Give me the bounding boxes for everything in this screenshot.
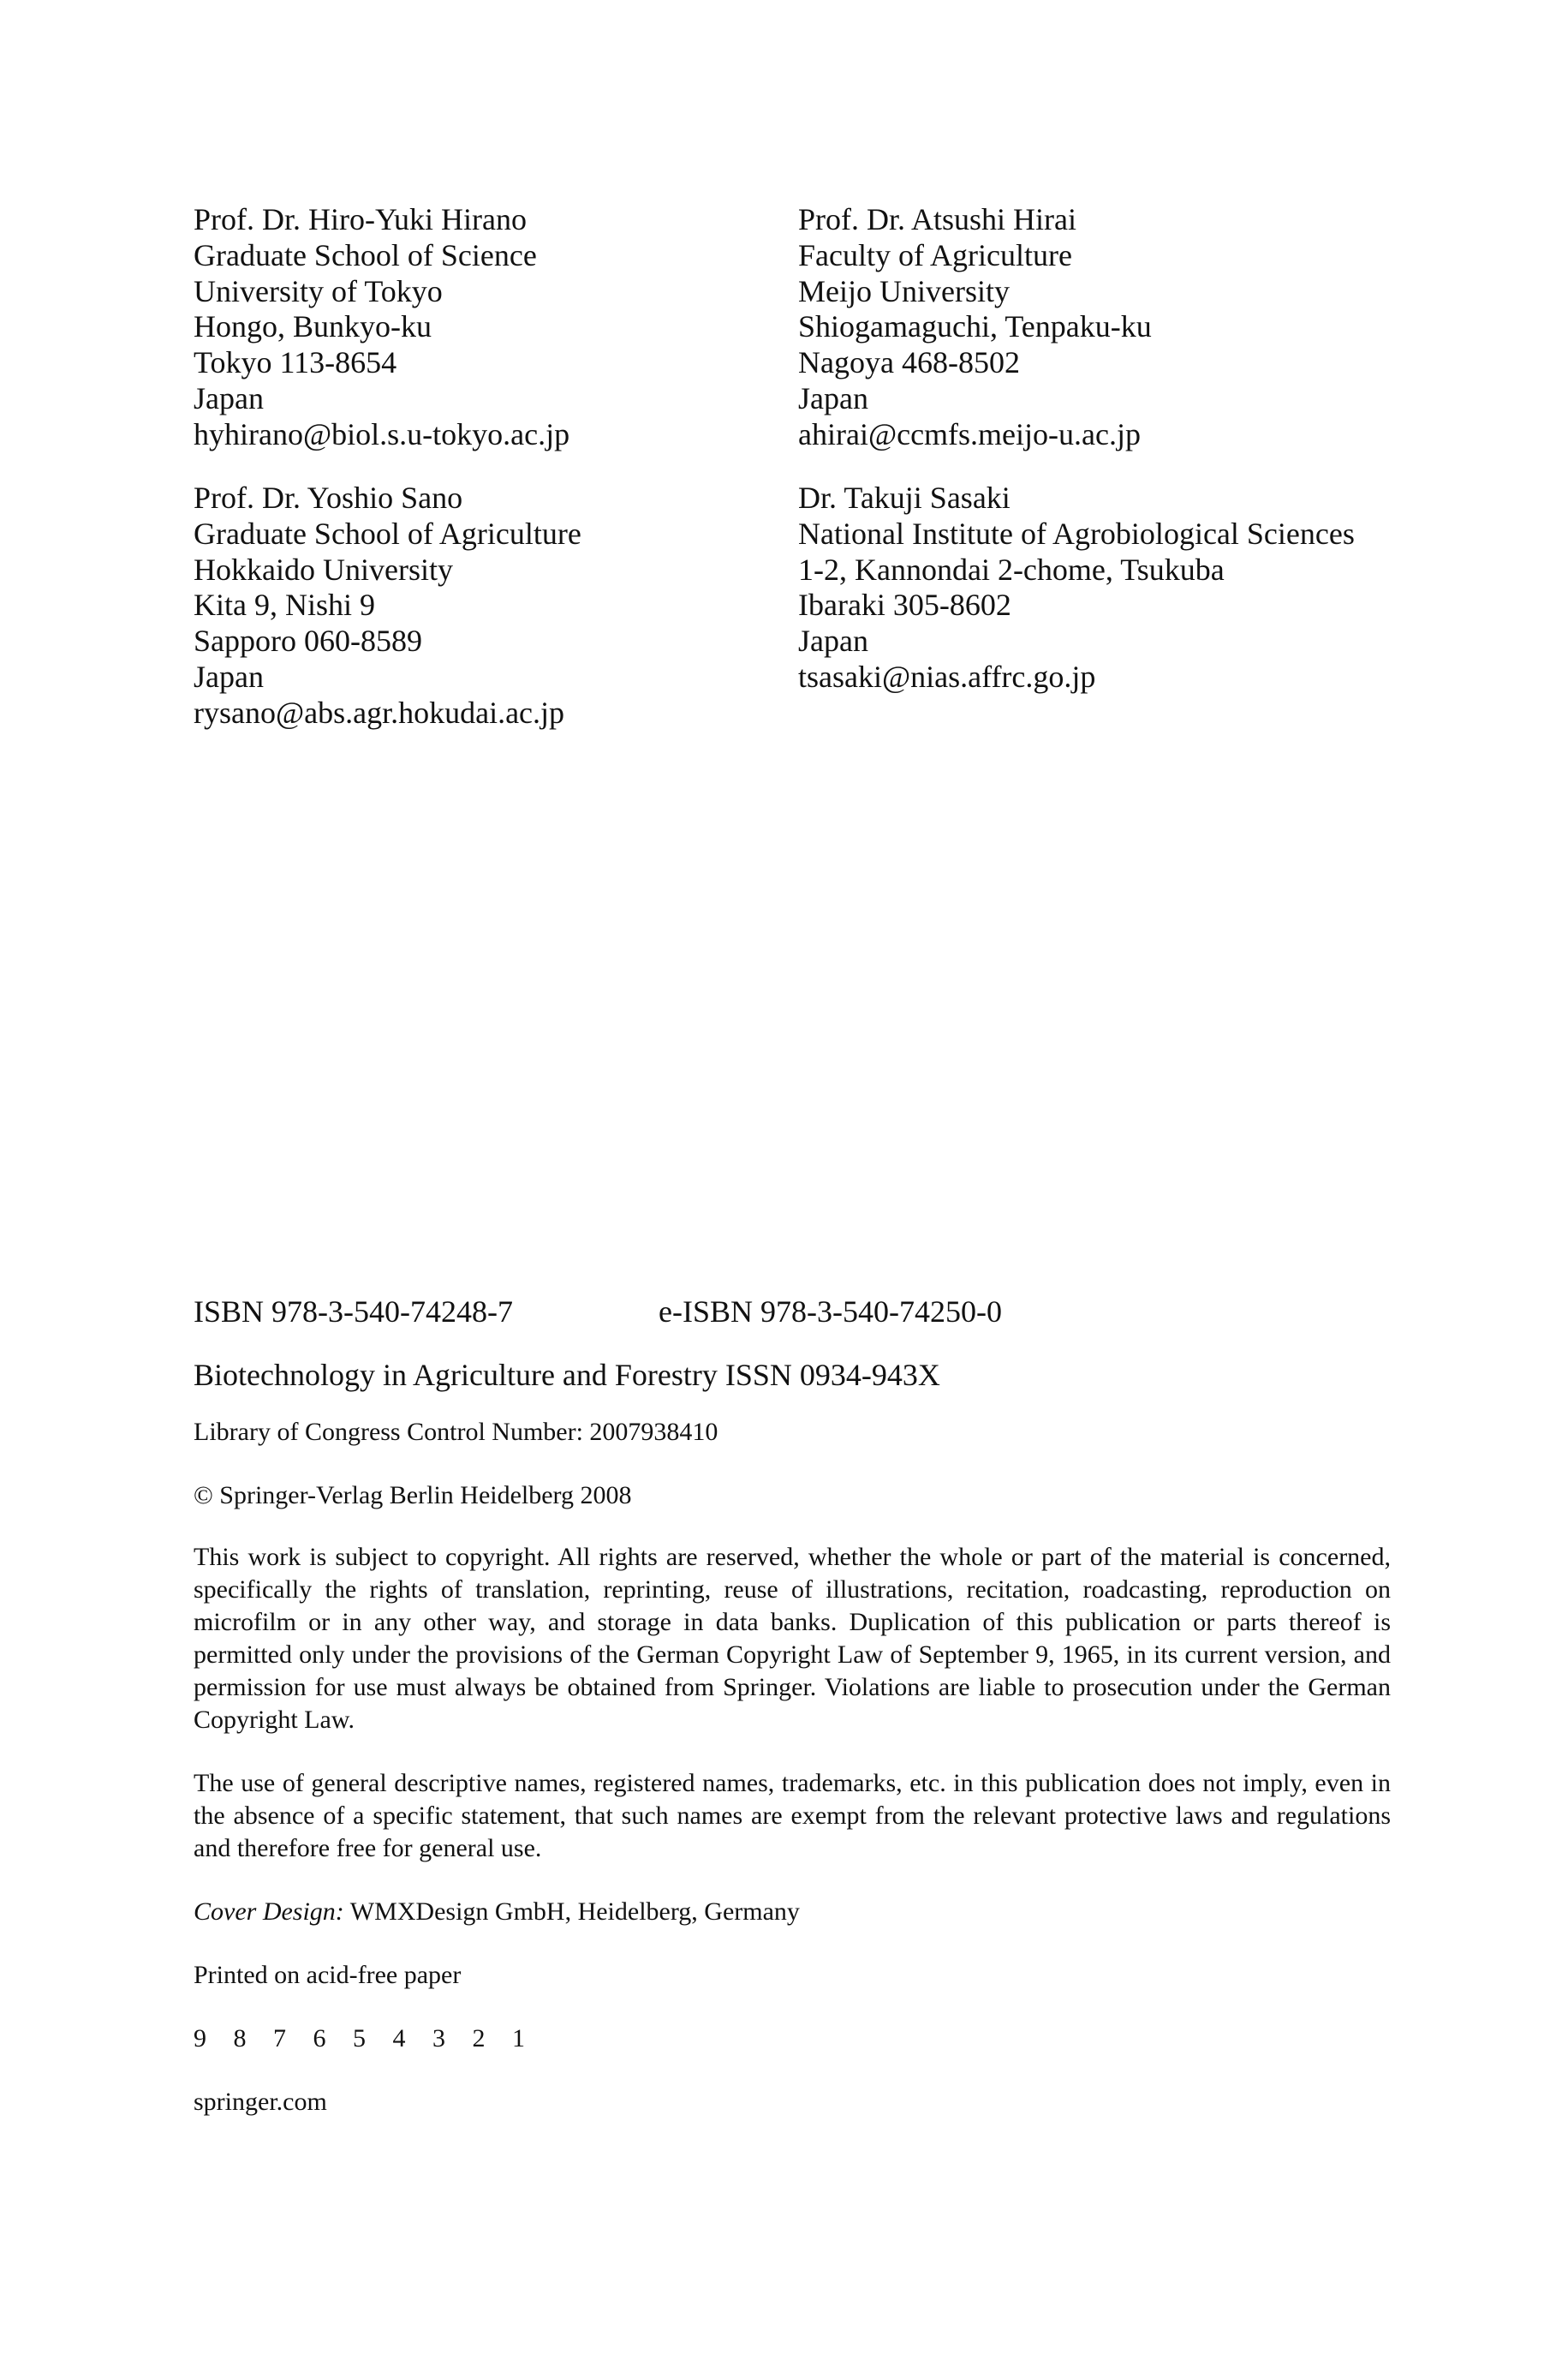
editor-email: tsasaki@nias.affrc.go.jp (798, 659, 1096, 694)
editor-address-hirai (798, 202, 1152, 453)
cover-design-value: WMXDesign GmbH, Heidelberg, Germany (349, 1897, 800, 1926)
address-line: University of Tokyo (194, 273, 443, 308)
address-line: Graduate School of Agriculture (194, 516, 581, 551)
editor-address-sano (194, 481, 581, 732)
address-line: National Institute of Agrobiological Sciences (798, 516, 1355, 551)
rights-paragraph: This work is subject to copyright. All rights are reserved, whether the whole or part of the material is concerned, specifically the rights of translation, reprinting, reuse of illustrations, recitation, roadcasting, reproduction on microfilm or in any other way, and storage in data banks. Duplication of this publication or parts thereof is permitted only under the provisions of the German Copyright Law of September 9, 1965, in its current version, and permission for use must always be obtained from Springer. Violations are liable to prosecution under the German Copyright Law. (194, 1543, 1391, 1734)
address-line: Japan (194, 380, 264, 415)
address-line: Japan (798, 380, 868, 415)
editor-email: rysano@abs.agr.hokudai.ac.jp (194, 695, 565, 730)
address-line: Hokkaido University (194, 552, 453, 587)
copyright-notice: © Springer-Verlag Berlin Heidelberg 2008 (194, 1481, 632, 1509)
address-line: Meijo University (798, 273, 1010, 308)
editor-name: Prof. Dr. Hiro-Yuki Hirano (194, 202, 527, 236)
address-line: Faculty of Agriculture (798, 237, 1072, 272)
address-line: 1-2, Kannondai 2-chome, Tsukuba (798, 552, 1225, 587)
address-line: Hongo, Bunkyo-ku (194, 309, 432, 344)
cover-design-label: Cover Design: (194, 1897, 344, 1926)
cover-design-credit (194, 1896, 1391, 1928)
eisbn: e-ISBN 978-3-540-74250-0 (659, 1294, 1002, 1329)
isbn: ISBN 978-3-540-74248-7 (194, 1294, 513, 1329)
editor-name: Prof. Dr. Yoshio Sano (194, 481, 463, 515)
names-notice-paragraph: The use of general descriptive names, registered names, trademarks, etc. in this publication does not imply, even in the absence of a specific statement, that such names are exempt from the relevant protective laws and regulations and therefore free for general use. (194, 1769, 1391, 1862)
editor-name: Prof. Dr. Atsushi Hirai (798, 202, 1077, 236)
editor-email: hyhirano@biol.s.u-tokyo.ac.jp (194, 416, 570, 451)
paper-notice: Printed on acid-free paper (194, 1961, 462, 1989)
address-line: Shiogamaguchi, Tenpaku-ku (798, 309, 1152, 344)
address-line: Sapporo 060-8589 (194, 624, 422, 659)
editor-address-hirano (194, 202, 569, 453)
imprint-block (194, 1293, 1391, 2118)
series-line: Biotechnology in Agriculture and Forestry ISSN 0934-943X (194, 1358, 940, 1392)
editor-name: Dr. Takuji Sasaki (798, 481, 1011, 515)
lccn: Library of Congress Control Number: 2007938410 (194, 1418, 718, 1446)
isbn-row (194, 1293, 1391, 1330)
editor-email: ahirai@ccmfs.meijo-u.ac.jp (798, 416, 1141, 451)
address-line: Tokyo 113-8654 (194, 345, 397, 380)
website: springer.com (194, 2088, 327, 2116)
printing-line: 9 8 7 6 5 4 3 2 1 (194, 2024, 535, 2052)
address-line: Graduate School of Science (194, 237, 537, 272)
address-line: Kita 9, Nishi 9 (194, 588, 375, 623)
editor-address-sasaki (798, 481, 1355, 696)
address-line: Nagoya 468-8502 (798, 345, 1020, 380)
address-line: Japan (194, 659, 264, 694)
address-line: Ibaraki 305-8602 (798, 588, 1011, 623)
address-line: Japan (798, 624, 868, 659)
